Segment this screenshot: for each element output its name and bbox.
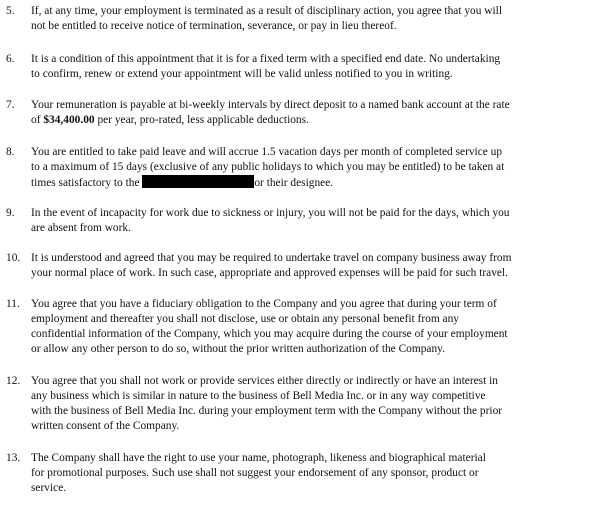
clause-line: for promotional purposes. Such use shall not suggest your endorsement of any sponsor, product or [31,467,479,479]
clause-line: service. [31,482,67,494]
clause-text [31,374,586,434]
redaction-bar [142,175,254,188]
clause-line: You agree that you have a fiduciary obligation to the Company and you agree that during your term of [31,298,497,310]
clause-text-fragment: or their designee. [254,177,334,189]
clause-7 [6,98,586,128]
clause-text-fragment: times satisfactory to the [31,177,143,189]
clause-6 [6,52,586,82]
clause-line: In the event of incapacity for work due to sickness or injury, you will not be paid for the days, which you [31,207,510,219]
clause-line: You agree that you shall not work or provide services either directly or indirectly or have an interest in [31,375,498,387]
clause-text [31,98,586,128]
clause-number: 8. [6,146,15,158]
clause-line: It is understood and agreed that you may be required to undertake travel on company business away from [31,252,512,264]
clause-number: 6. [6,53,15,65]
clause-text-fragment: of [31,114,44,126]
clause-line: your normal place of work. In such case, appropriate and approved expenses will be paid for such travel. [31,267,508,279]
clause-8 [6,145,586,191]
clause-text [31,206,586,236]
clause-11 [6,297,586,357]
clause-line [31,175,586,191]
clause-text [31,297,586,357]
clause-number: 11. [6,298,20,310]
clause-text [31,145,586,191]
clause-12 [6,374,586,434]
salary-amount: $34,400.00 [43,114,95,126]
clause-number: 7. [6,99,15,111]
clause-text-fragment: per year, pro-rated, less applicable deductions. [94,114,309,126]
clause-number: 12. [6,375,21,387]
clause-line [31,113,586,128]
clause-10 [6,251,586,281]
clause-number: 13. [6,452,21,464]
clause-number: 5. [6,5,15,17]
clause-13 [6,451,586,496]
clause-text [31,451,586,496]
clause-number: 9. [6,207,15,219]
clause-line: employment and thereafter you shall not disclose, use or obtain any personal benefit from any [31,313,459,325]
clause-line: are absent from work. [31,222,131,234]
clause-line: confidential information of the Company, which you may acquire during the course of your employment [31,328,508,340]
clause-line: to a maximum of 15 days (exclusive of any public holidays to which you may be entitled) to be taken at [31,161,505,173]
clause-line: with the business of Bell Media Inc. during your employment term with the Company without the prior [31,405,503,417]
clause-9 [6,206,586,236]
clause-line: If, at any time, your employment is terminated as a result of disciplinary action, you agree that you will [31,5,502,17]
clause-text [31,52,586,82]
clause-line: or allow any other person to do so, without the prior written authorization of the Company. [31,343,445,355]
clause-line: It is a condition of this appointment that it is for a fixed term with a specified end date. No undertaking [31,53,501,65]
clause-text [31,4,586,34]
clause-line: You are entitled to take paid leave and will accrue 1.5 vacation days per month of completed service up [31,146,503,158]
clause-text [31,251,586,281]
clause-line: The Company shall have the right to use your name, photograph, likeness and biographical material [31,452,486,464]
clause-5 [6,4,586,34]
clause-line: to confirm, renew or extend your appointment will be valid unless notified to you in writing. [31,68,453,80]
clause-number: 10. [6,252,21,264]
clause-line: any business which is similar in nature to the business of Bell Media Inc. or in any way competitive [31,390,486,402]
clause-line: written consent of the Company. [31,420,180,432]
clause-line: not be entitled to receive notice of termination, severance, or pay in lieu thereof. [31,20,397,32]
clause-line: Your remuneration is payable at bi-weekly intervals by direct deposit to a named bank account at the rate [31,99,510,111]
